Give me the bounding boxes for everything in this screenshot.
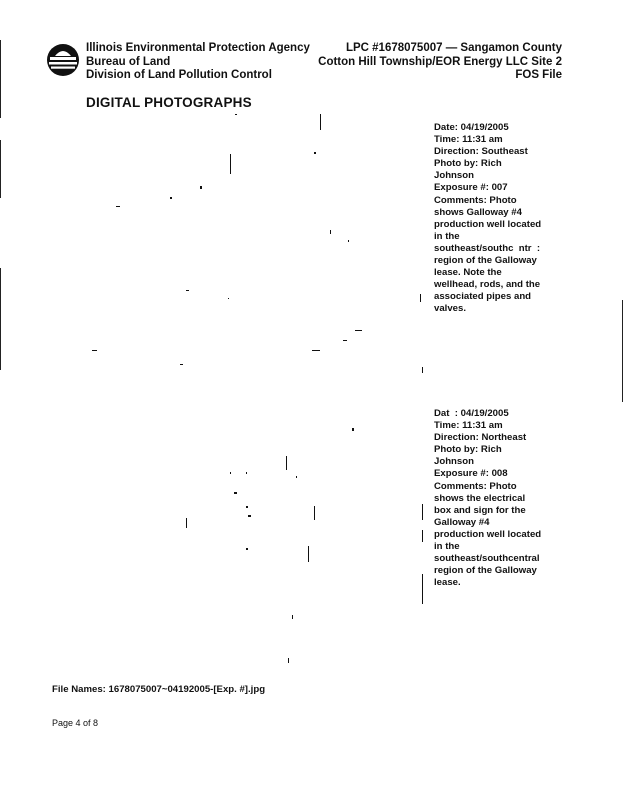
scan-speck xyxy=(288,658,289,663)
caption-line: Johnson xyxy=(434,456,474,468)
caption-line: in the xyxy=(434,230,460,242)
scan-edge-left xyxy=(0,268,1,370)
scan-speck xyxy=(308,546,309,562)
scan-speck xyxy=(246,548,248,550)
caption-line: southeast/southc ntr : xyxy=(434,242,541,254)
page-number: Page 4 of 8 xyxy=(52,718,99,728)
caption-line: Direction: Northeast xyxy=(434,432,527,444)
scan-speck xyxy=(314,152,316,154)
scan-speck xyxy=(422,367,423,373)
caption-line: Galloway #4 xyxy=(434,516,490,528)
caption-line: Photo by: Rich xyxy=(434,444,502,456)
caption-line: Time: 11:31 am xyxy=(434,134,503,146)
caption-line: lease. xyxy=(434,577,461,589)
caption-line: Johnson xyxy=(434,170,474,182)
scan-speck xyxy=(352,428,354,431)
file-names: File Names: 1678075007~04192005-[Exp. #].jpg xyxy=(52,684,266,695)
caption-line: southeast/southcentral xyxy=(434,553,540,565)
caption-line: region of the Galloway xyxy=(434,255,537,267)
file-type: FOS File xyxy=(515,69,562,81)
caption-line: production well located xyxy=(434,218,542,230)
caption-line: lease. Note the xyxy=(434,267,502,279)
scan-speck xyxy=(312,350,320,351)
caption-line: wellhead, rods, and the xyxy=(434,279,541,291)
scan-speck xyxy=(320,114,321,130)
bureau-name: Bureau of Land xyxy=(86,55,171,68)
scan-speck xyxy=(246,506,248,508)
scan-speck xyxy=(170,197,172,199)
scan-speck xyxy=(422,504,423,520)
caption-line: Exposure #: 007 xyxy=(434,182,508,194)
scan-speck xyxy=(420,294,421,302)
scan-speck xyxy=(228,298,229,299)
scan-speck xyxy=(230,472,231,474)
division-name: Division of Land Pollution Control xyxy=(86,69,272,81)
caption-line: Comments: Photo xyxy=(434,480,517,492)
photo-2-area xyxy=(50,400,422,670)
scan-speck xyxy=(330,230,331,234)
scan-speck xyxy=(422,574,423,604)
agency-block xyxy=(86,42,310,83)
scan-speck xyxy=(286,456,287,470)
scan-speck xyxy=(248,515,251,517)
caption-line: Dat : 04/19/2005 xyxy=(434,408,509,419)
scan-edge-left xyxy=(0,40,1,118)
scan-speck xyxy=(292,615,293,619)
photo-1-area xyxy=(50,112,422,392)
scan-speck xyxy=(180,364,183,365)
scan-speck xyxy=(422,530,423,542)
scan-speck xyxy=(246,472,247,474)
scan-speck xyxy=(235,114,237,115)
caption-line: Comments: Photo xyxy=(434,194,517,206)
caption-line: production well located xyxy=(434,528,542,540)
caption-line: associated pipes and xyxy=(434,291,532,303)
caption-line: shows Galloway #4 xyxy=(434,206,522,218)
scan-speck xyxy=(186,290,189,291)
caption-line: Time: 11:31 am xyxy=(434,420,503,432)
scan-speck xyxy=(116,206,120,207)
caption-line: Date: 04/19/2005 xyxy=(434,122,509,133)
scan-speck xyxy=(343,340,347,341)
scan-speck xyxy=(355,330,362,331)
scan-edge-left xyxy=(0,140,1,198)
site-name: Cotton Hill Township/EOR Energy LLC Site 2 xyxy=(318,55,562,68)
caption-line: Photo by: Rich xyxy=(434,158,502,170)
page-title: DIGITAL PHOTOGRAPHS xyxy=(86,95,252,110)
illinois-epa-logo-icon xyxy=(46,43,80,77)
caption-line: box and sign for the xyxy=(434,504,526,516)
agency-name: Illinois Environmental Protection Agency xyxy=(86,42,310,54)
scan-speck xyxy=(314,506,315,520)
scan-speck xyxy=(200,186,202,189)
caption-line: region of the Galloway xyxy=(434,565,537,577)
caption-line: valves. xyxy=(434,303,467,315)
lpc-number: LPC #1678075007 — Sangamon County xyxy=(345,42,562,54)
caption-line: Direction: Southeast xyxy=(434,146,528,158)
caption-line: Exposure #: 008 xyxy=(434,468,508,480)
scan-speck xyxy=(296,476,297,478)
caption-line: shows the electrical xyxy=(434,492,526,504)
photo-2-caption xyxy=(434,408,554,589)
scan-speck xyxy=(92,350,97,351)
caption-line: in the xyxy=(434,541,460,553)
scan-speck xyxy=(230,154,231,174)
photo-1-caption xyxy=(434,122,554,316)
scan-speck xyxy=(186,518,187,528)
site-block xyxy=(318,42,562,83)
scan-speck xyxy=(348,240,349,242)
scan-speck xyxy=(234,492,237,494)
